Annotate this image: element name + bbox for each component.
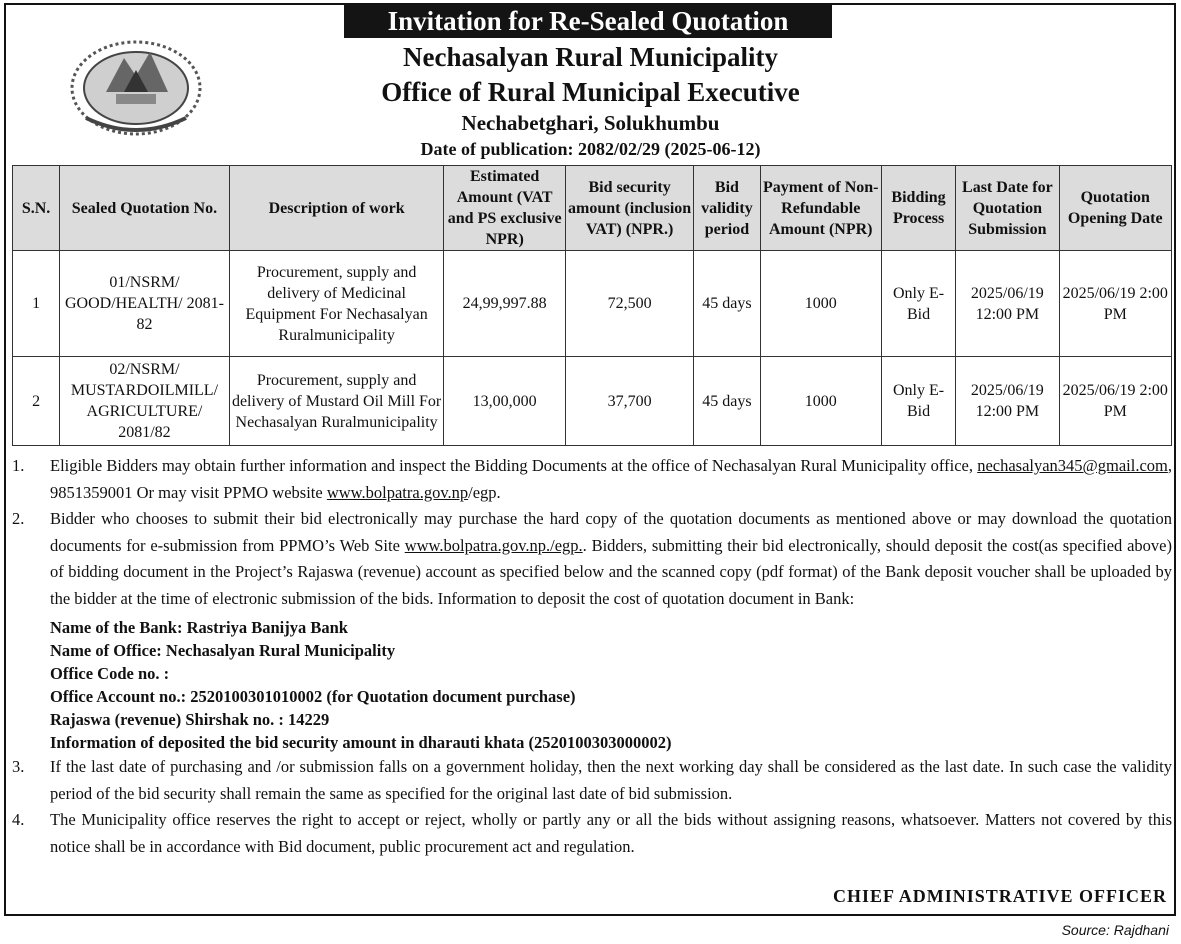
bank-line: Name of the Bank: Rastriya Banijya Bank — [50, 618, 348, 637]
note-number: 4. — [12, 810, 25, 829]
header-description: Description of work — [229, 166, 444, 251]
table-header-row — [13, 166, 1172, 251]
header-sn: S.N. — [13, 166, 60, 251]
table-row — [13, 357, 1172, 446]
cell-estimated-amount: 13,00,000 — [444, 357, 565, 446]
note-text: Bidder who chooses to submit their bid electronically may purchase the hard copy of the quotation documents as mentioned above or may download the quotation documents for e-submission from PPMO’s Web Site www.bolpatra.gov.np./egp.. Bidders, submitting their bid electronically, should deposit the cost(as specified above) of bidding document in the Project’s Rajaswa (revenue) account as specified below and the scanned copy (pdf format) of the Bank deposit voucher shall be uploaded by the bidder at the time of electronic submission of the bids. Information to deposit the cost of quotation document in Bank: — [50, 509, 1172, 608]
cell-quotation-no: 02/NSRM/ MUSTARDOILMILL/ AGRICULTURE/ 2081/82 — [60, 357, 230, 446]
notes-section — [12, 453, 1172, 860]
note-1 — [12, 453, 1172, 506]
note-number: 2. — [12, 509, 25, 528]
note-2 — [12, 506, 1172, 612]
header-process: Bidding Process — [881, 166, 955, 251]
quotation-table — [12, 165, 1172, 446]
cell-process: Only E-Bid — [881, 357, 955, 446]
cell-sn: 1 — [13, 251, 60, 357]
note-text: Eligible Bidders may obtain further information and inspect the Bidding Documents at the office of Nechasalyan Rural Municipality office, nechasalyan345@gmail.com, 9851359001 Or may visit PPMO website www.bolpatra.gov.np/egp. — [50, 456, 1172, 502]
cell-payment: 1000 — [760, 251, 881, 357]
cell-payment: 1000 — [760, 357, 881, 446]
office-name: Office of Rural Municipal Executive — [381, 77, 800, 107]
header-last-date: Last Date for Quotation Submission — [956, 166, 1059, 251]
bank-line: Office Code no. : — [50, 664, 170, 683]
cell-bid-security: 37,700 — [565, 357, 693, 446]
email-link[interactable]: nechasalyan345@gmail.com — [977, 456, 1168, 475]
notice-banner: Invitation for Re-Sealed Quotation — [344, 4, 832, 38]
cell-process: Only E-Bid — [881, 251, 955, 357]
header-bid-security: Bid security amount (inclusion VAT) (NPR.) — [565, 166, 693, 251]
cell-opening-date: 2025/06/19 2:00 PM — [1059, 357, 1171, 446]
cell-sn: 2 — [13, 357, 60, 446]
header-estimated-amount: Estimated Amount (VAT and PS exclusive NPR) — [444, 166, 565, 251]
cell-description: Procurement, supply and delivery of Medicinal Equipment For Nechasalyan Ruralmunicipality — [229, 251, 444, 357]
note-number: 3. — [12, 757, 25, 776]
header-opening-date: Quotation Opening Date — [1059, 166, 1171, 251]
note-number: 1. — [12, 456, 25, 475]
cell-quotation-no: 01/NSRM/ GOOD/HEALTH/ 2081-82 — [60, 251, 230, 357]
header-quotation-no: Sealed Quotation No. — [60, 166, 230, 251]
bank-line: Rajaswa (revenue) Shirshak no. : 14229 — [50, 710, 330, 729]
note-3 — [12, 754, 1172, 807]
cell-last-date: 2025/06/19 12:00 PM — [956, 251, 1059, 357]
signature-title: CHIEF ADMINISTRATIVE OFFICER — [832, 886, 1167, 906]
bank-line: Information of deposited the bid security amount in dharauti khata (2520100303000002) — [50, 733, 672, 752]
bank-details — [12, 616, 1172, 754]
municipality-name: Nechasalyan Rural Municipality — [402, 42, 779, 72]
website-link[interactable]: www.bolpatra.gov.np./egp. — [404, 535, 583, 555]
office-location: Nechabetghari, Solukhumbu — [461, 111, 720, 135]
table-row — [13, 251, 1172, 357]
cell-opening-date: 2025/06/19 2:00 PM — [1059, 251, 1171, 357]
note-text: The Municipality office reserves the right to accept or reject, wholly or partly any or all the bids without assigning reasons, whatsoever. Matters not covered by this notice shall be in accordance with Bid document, public procurement act and regulation. — [50, 810, 1172, 856]
cell-estimated-amount: 24,99,997.88 — [444, 251, 565, 357]
publication-date: Date of publication: 2082/02/29 (2025-06-12) — [420, 139, 761, 159]
bank-line: Office Account no.: 2520100301010002 (for Quotation document purchase) — [50, 687, 576, 706]
cell-last-date: 2025/06/19 12:00 PM — [956, 357, 1059, 446]
header-payment: Payment of Non-Refundable Amount (NPR) — [760, 166, 881, 251]
source-credit: Source: Rajdhani — [1061, 922, 1169, 938]
bank-line: Name of Office: Nechasalyan Rural Municipality — [50, 641, 396, 660]
website-link[interactable]: www.bolpatra.gov.np — [326, 482, 469, 502]
note-4 — [12, 807, 1172, 860]
note-text: If the last date of purchasing and /or submission falls on a government holiday, then the next working day shall be considered as the last date. In such case the validity period of the bid security shall remain the same as specified for the original last date of bid submission. — [50, 757, 1172, 803]
cell-validity: 45 days — [694, 357, 760, 446]
header-validity: Bid validity period — [694, 166, 760, 251]
cell-bid-security: 72,500 — [565, 251, 693, 357]
cell-description: Procurement, supply and delivery of Mustard Oil Mill For Nechasalyan Ruralmunicipality — [229, 357, 444, 446]
cell-validity: 45 days — [694, 251, 760, 357]
